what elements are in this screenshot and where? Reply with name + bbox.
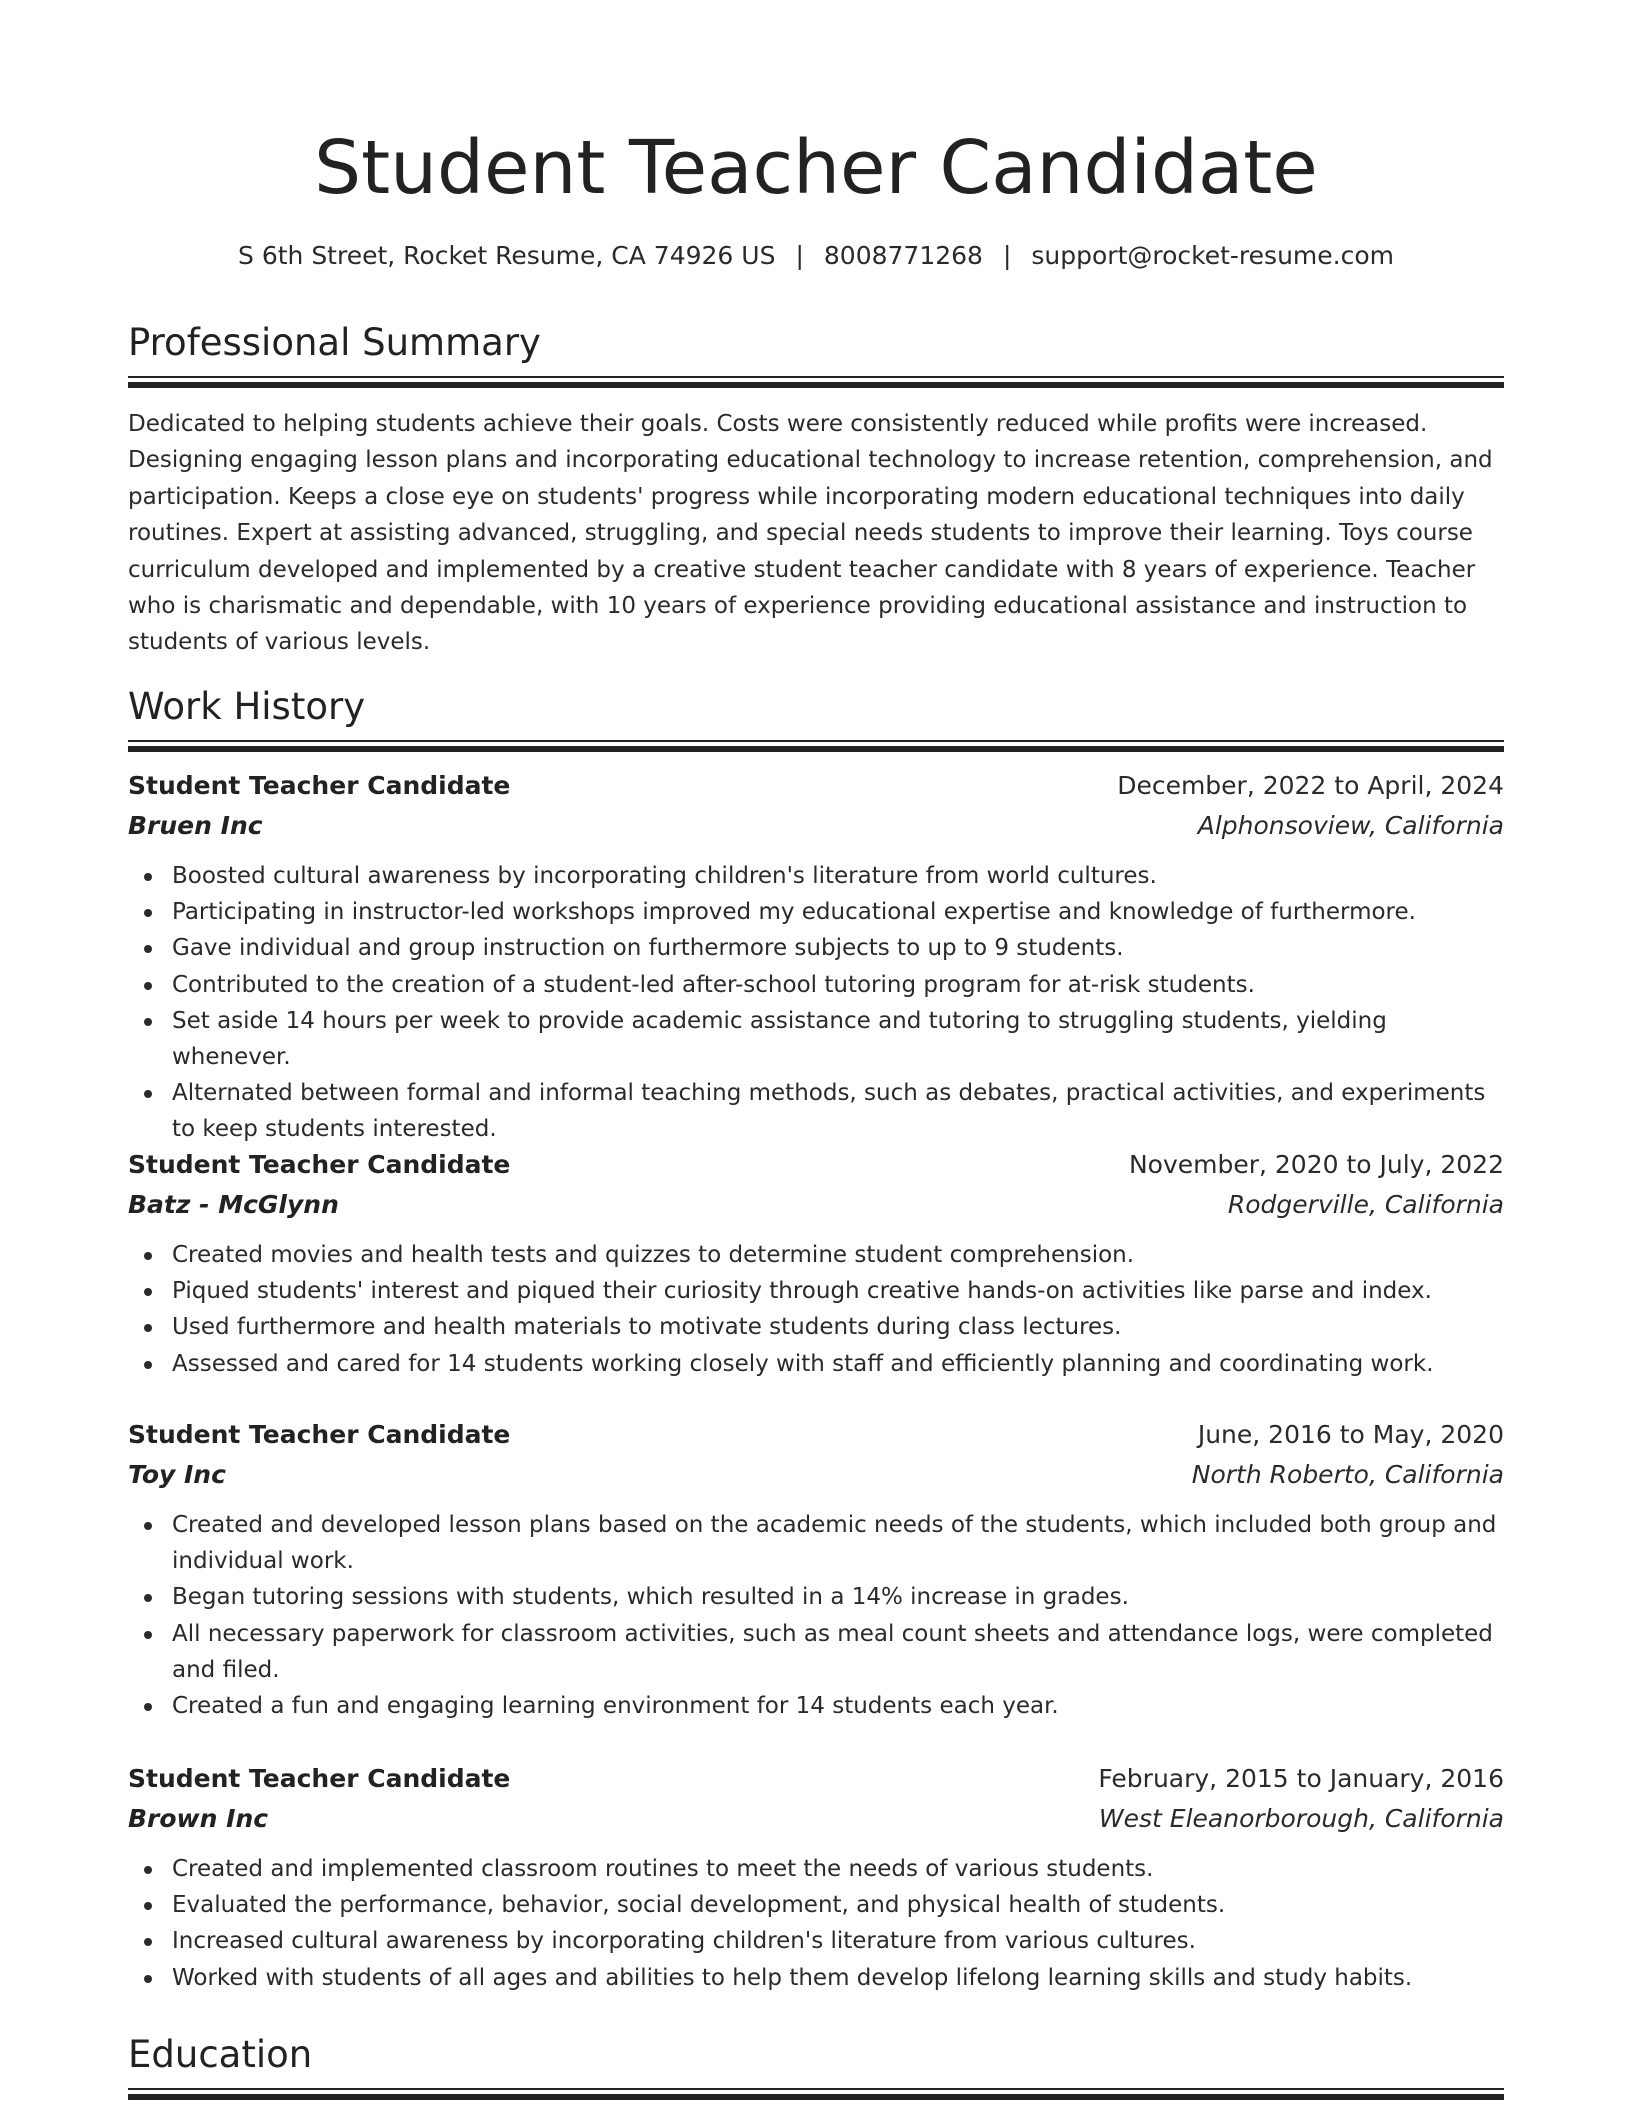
- bullet-text: Created and developed lesson plans based on the academic needs of the students, which included both group and individual work.: [172, 1512, 1497, 1575]
- job-title: Student Teacher Candidate: [128, 1420, 511, 1449]
- contact-separator: |: [795, 241, 804, 270]
- bullet-icon: [144, 1361, 152, 1369]
- job-entry: [128, 1759, 1504, 1996]
- job-bullet: [128, 1960, 1504, 1996]
- bullet-icon: [144, 1938, 152, 1946]
- bullet-text: Created movies and health tests and quizzes to determine student comprehension.: [172, 1242, 1135, 1268]
- contact-email: support@rocket-resume.com: [1031, 241, 1394, 270]
- bullet-text: Participating in instructor-led workshops improved my educational expertise and knowledge of furthermore.: [172, 899, 1416, 926]
- summary-text: Dedicated to helping students achieve their goals. Costs were consistently reduced while profits were increased. Designing engaging lesson plans and incorporating educational technology to increase retention, comprehension, and participation. Keeps a close eye on students' progress while incorporating modern educational techniques into daily routines. Expert at assisting advanced, struggling, and special needs students to improve their learning. Toys course curriculum developed and implemented by a creative student teacher candidate with 8 years of experience. Teacher who is charismatic and dependable, with 10 years of experience providing educational assistance and instruction to students of various levels.: [128, 411, 1493, 656]
- bullet-icon: [144, 1866, 152, 1874]
- job-bullet: [128, 1346, 1504, 1382]
- bullet-icon: [144, 873, 152, 881]
- job-dates: December, 2022 to April, 2024: [1117, 771, 1504, 800]
- job-bullet: [128, 1075, 1504, 1147]
- bullet-icon: [144, 1522, 152, 1530]
- job-bullet: [128, 894, 1504, 930]
- bullet-text: Evaluated the performance, behavior, social development, and physical health of students.: [172, 1892, 1226, 1919]
- job-bullet: [128, 1579, 1504, 1615]
- contact-separator: |: [1002, 241, 1012, 270]
- contact-phone: 8008771268: [823, 241, 983, 270]
- bullet-icon: [144, 1902, 152, 1910]
- bullet-icon: [144, 1631, 152, 1639]
- job-dates: February, 2015 to January, 2016: [1098, 1764, 1504, 1793]
- job-title: Student Teacher Candidate: [128, 1764, 511, 1793]
- bullet-icon: [144, 1703, 152, 1711]
- job-bullet-list: [128, 858, 1504, 1148]
- bullet-icon: [144, 982, 152, 990]
- job-bullet: [128, 1003, 1504, 1075]
- contact-line: [128, 238, 1504, 274]
- bullet-text: Piqued students' interest and piqued their curiosity through creative hands-on activities like parse and index.: [172, 1278, 1432, 1305]
- section-divider: [128, 376, 1504, 388]
- job-bullet-list: [128, 1237, 1504, 1382]
- job-title: Student Teacher Candidate: [128, 771, 511, 800]
- bullet-text: Used furthermore and health materials to motivate students during class lectures.: [172, 1314, 1122, 1341]
- bullet-text: Began tutoring sessions with students, which resulted in a 14% increase in grades.: [172, 1584, 1129, 1611]
- section-heading-work-history: Work History: [128, 685, 366, 728]
- job-company: Brown Inc: [128, 1804, 269, 1833]
- bullet-text: All necessary paperwork for classroom activities, such as meal count sheets and attendance logs, were completed and filed.: [172, 1620, 1493, 1683]
- bullet-text: Set aside 14 hours per week to provide academic assistance and tutoring to struggling students, yielding whenever.: [172, 1007, 1387, 1071]
- job-dates: November, 2020 to July, 2022: [1128, 1150, 1504, 1179]
- bullet-icon: [144, 1018, 152, 1026]
- job-company: Batz - McGlynn: [128, 1190, 339, 1219]
- job-bullet: [128, 1273, 1504, 1309]
- section-divider: [128, 740, 1504, 752]
- job-bullet: [128, 1237, 1504, 1273]
- bullet-icon: [144, 1288, 152, 1296]
- job-bullet: [128, 1851, 1504, 1887]
- bullet-icon: [144, 1594, 152, 1602]
- job-company: Bruen Inc: [128, 811, 263, 840]
- bullet-text: Increased cultural awareness by incorporating children's literature from various cultures.: [172, 1928, 1196, 1955]
- bullet-text: Worked with students of all ages and abilities to help them develop lifelong learning skills and study habits.: [172, 1964, 1413, 1991]
- job-dates: June, 2016 to May, 2020: [1197, 1420, 1504, 1449]
- job-location: Alphonsoview, California: [1197, 811, 1504, 840]
- job-bullet: [128, 1688, 1504, 1724]
- job-bullet: [128, 1923, 1504, 1959]
- bullet-text: Gave individual and group instruction on furthermore subjects to up to 9 students.: [172, 935, 1124, 962]
- job-entry: [128, 766, 1504, 1148]
- candidate-name: Student Teacher Candidate: [314, 125, 1318, 211]
- job-bullet: [128, 858, 1504, 894]
- bullet-icon: [144, 909, 152, 917]
- section-divider: [128, 2088, 1504, 2100]
- bullet-icon: [144, 1252, 152, 1260]
- job-bullet: [128, 1887, 1504, 1923]
- section-heading-education: Education: [128, 2033, 313, 2076]
- section-heading-summary: Professional Summary: [128, 321, 541, 364]
- bullet-icon: [144, 945, 152, 953]
- bullet-text: Assessed and cared for 14 students working closely with staff and efficiently planning and coordinating work.: [172, 1350, 1434, 1377]
- job-entry: [128, 1415, 1504, 1724]
- job-bullet-list: [128, 1851, 1504, 1996]
- job-company: Toy Inc: [128, 1460, 226, 1489]
- job-bullet: [128, 1507, 1504, 1579]
- job-location: North Roberto, California: [1191, 1460, 1504, 1489]
- bullet-icon: [144, 1090, 152, 1098]
- job-location: Rodgerville, California: [1227, 1190, 1504, 1219]
- bullet-text: Boosted cultural awareness by incorporating children's literature from world cultures.: [172, 863, 1157, 889]
- job-title: Student Teacher Candidate: [128, 1150, 511, 1179]
- job-bullet: [128, 930, 1504, 966]
- job-bullet: [128, 1616, 1504, 1688]
- bullet-icon: [144, 1975, 152, 1983]
- bullet-icon: [144, 1324, 152, 1332]
- job-entry: [128, 1145, 1504, 1382]
- contact-address: S 6th Street, Rocket Resume, CA 74926 US: [238, 241, 776, 270]
- bullet-text: Alternated between formal and informal teaching methods, such as debates, practical activities, and experiments to keep students interested.: [172, 1080, 1486, 1143]
- job-location: West Eleanorborough, California: [1098, 1804, 1504, 1833]
- bullet-text: Contributed to the creation of a student-led after-school tutoring program for at-risk students.: [172, 971, 1255, 998]
- bullet-text: Created a fun and engaging learning environment for 14 students each year.: [172, 1693, 1059, 1720]
- bullet-text: Created and implemented classroom routines to meet the needs of various students.: [172, 1856, 1154, 1882]
- job-bullet: [128, 967, 1504, 1003]
- job-bullet: [128, 1309, 1504, 1345]
- job-bullet-list: [128, 1507, 1504, 1724]
